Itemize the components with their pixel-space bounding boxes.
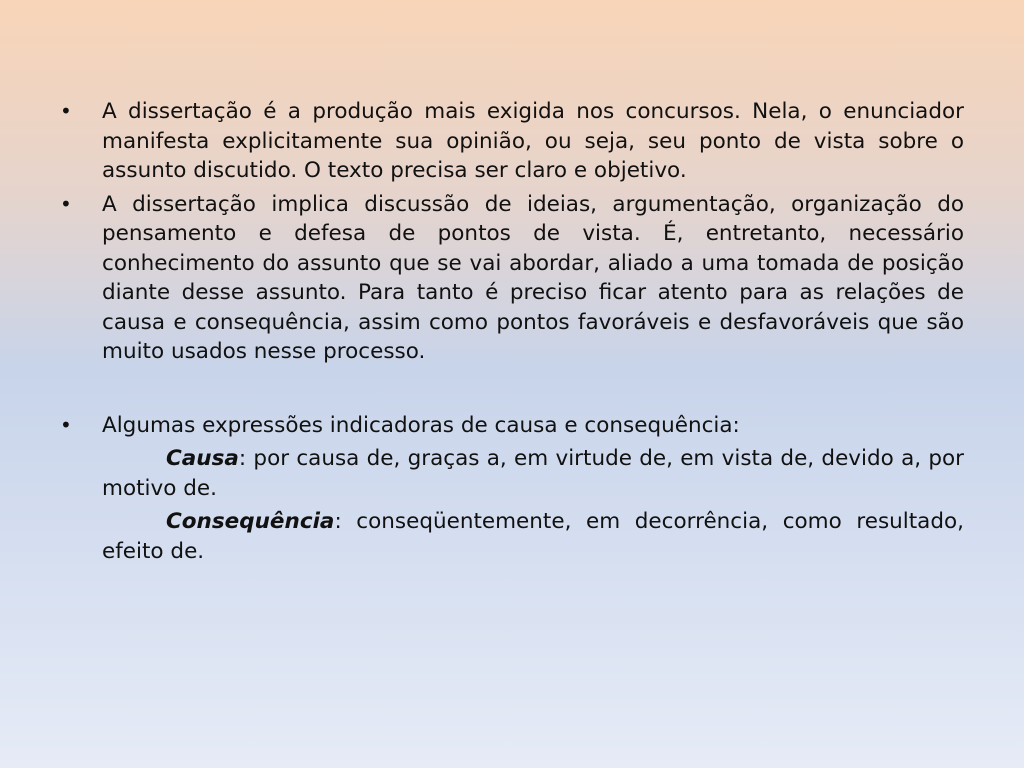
bullet-icon: •: [60, 99, 72, 123]
definition-term: Causa: [166, 446, 239, 471]
bullet-item-dissertation-definition: [60, 97, 964, 186]
bullet-item-dissertation-requirements: [60, 190, 964, 367]
definition-cause: [102, 444, 964, 503]
bullet-text: A dissertação é a produção mais exigida nos concursos. Nela, o enunciador manifesta explicitamente sua opinião, ou seja, seu ponto de vista sobre o assunto discutido. O texto precisa ser claro e objetivo.: [102, 99, 964, 183]
bullet-text: A dissertação implica discussão de ideias, argumentação, organização do pensamento e defesa de pontos de vista. É, entretanto, necessário conhecimento do assunto que se vai abordar, aliado a uma tomada de posição diante desse assunto. Para tanto é preciso ficar atento para as relações de causa e consequência, assim como pontos favoráveis e desfavoráveis que são muito usados nesse processo.: [102, 191, 964, 364]
definition-separator: :: [334, 509, 342, 534]
bullet-icon: •: [60, 191, 72, 216]
definition-term: Consequência: [166, 509, 335, 534]
definition-separator: :: [238, 446, 247, 471]
bullet-icon: •: [60, 412, 72, 437]
bullet-text: Algumas expressões indicadoras de causa e consequência:: [102, 412, 740, 438]
definition-body: conseqüentemente, em decorrência, como resultado, efeito de.: [102, 509, 964, 564]
bullet-item-cause-consequence-expressions: [60, 411, 964, 567]
bullet-list: [60, 97, 964, 566]
definition-consequence: [102, 507, 964, 566]
definition-body: por causa de, graças a, em virtude de, em vista de, devido a, por motivo de.: [102, 446, 964, 501]
